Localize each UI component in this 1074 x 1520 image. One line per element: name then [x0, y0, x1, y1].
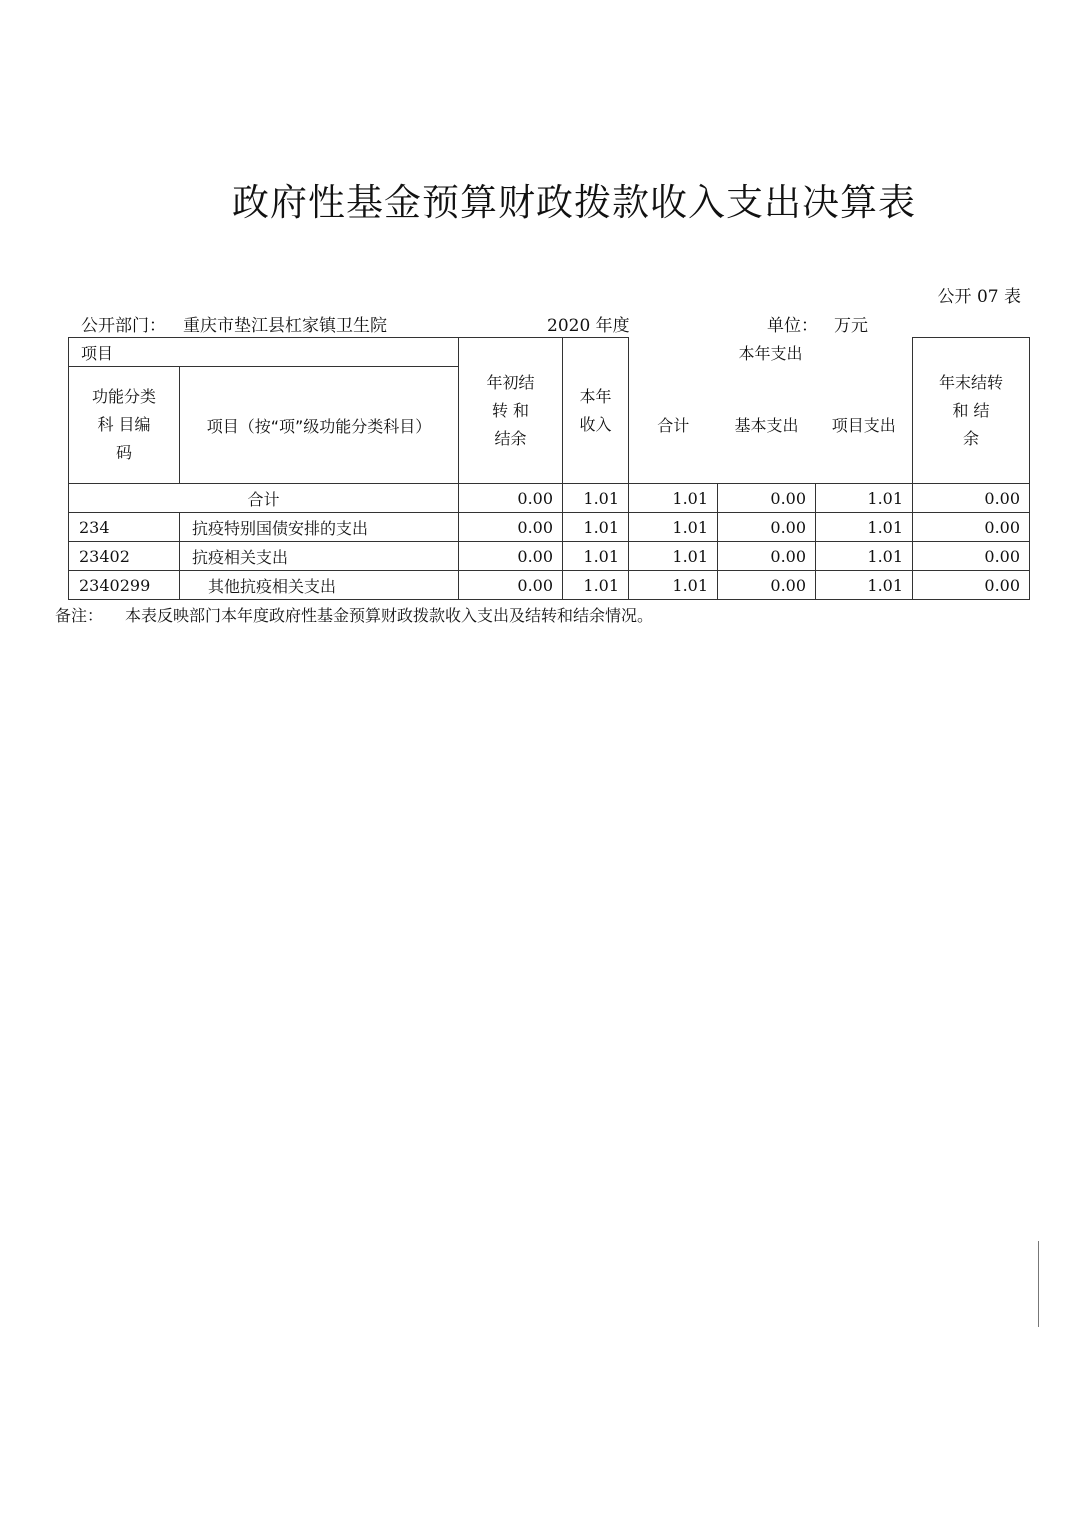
cell-opening-balance: 0.00 — [459, 571, 563, 600]
header-closing-balance-line: 余 — [963, 428, 980, 448]
header-income-line: 本年 — [579, 386, 612, 406]
cell-code: 2340299 — [69, 571, 180, 600]
header-expense-project: 项目支出 — [816, 367, 913, 484]
cell-name: 抗疫相关支出 — [180, 542, 459, 571]
cell-opening-balance: 0.00 — [459, 513, 563, 542]
header-item-name: 项目（按“项”级功能分类科目） — [180, 367, 459, 484]
cell-code: 23402 — [69, 542, 180, 571]
header-expense-total: 合计 — [629, 367, 718, 484]
header-closing-balance-line: 和 结 — [952, 400, 990, 420]
unit-value: 万元 — [834, 316, 868, 336]
cell-expense-project: 1.01 — [816, 484, 913, 513]
cell-income: 1.01 — [563, 513, 629, 542]
header-opening-balance-line: 转 和 — [491, 400, 530, 420]
department-label: 公开部门： — [81, 316, 166, 336]
total-label: 合计 — [69, 484, 459, 513]
cell-closing-balance: 0.00 — [913, 571, 1030, 600]
fiscal-year: 2020 年度 — [547, 316, 630, 336]
header-func-code-line: 码 — [115, 443, 132, 462]
cell-closing-balance: 0.00 — [913, 513, 1030, 542]
cell-expense-basic: 0.00 — [718, 513, 816, 542]
cell-closing-balance: 0.00 — [913, 542, 1030, 571]
cell-expense-basic: 0.00 — [718, 571, 816, 600]
cell-expense-total: 1.01 — [629, 542, 718, 571]
table-row — [69, 542, 1030, 571]
cell-expense-total: 1.01 — [629, 513, 718, 542]
cell-opening-balance: 0.00 — [459, 484, 563, 513]
header-func-code-line: 功能分类 — [91, 387, 156, 406]
header-closing-balance — [913, 338, 1030, 484]
cell-expense-project: 1.01 — [816, 571, 913, 600]
cell-income: 1.01 — [563, 571, 629, 600]
header-func-code-line: 科 目编 — [97, 415, 151, 434]
cell-expense-basic: 0.00 — [718, 484, 816, 513]
cell-expense-basic: 0.00 — [718, 542, 816, 571]
header-func-code — [69, 367, 180, 484]
header-closing-balance-line: 年末结转 — [939, 372, 1004, 392]
header-opening-balance-line: 年初结 — [486, 372, 535, 392]
form-number: 公开 07 表 — [937, 287, 1021, 307]
header-row-top — [69, 338, 1030, 367]
cell-expense-project: 1.01 — [816, 513, 913, 542]
cell-name: 其他抗疫相关支出 — [180, 571, 459, 600]
cell-code: 234 — [69, 513, 180, 542]
cell-income: 1.01 — [563, 542, 629, 571]
header-opening-balance-line: 结余 — [494, 428, 527, 448]
footnote-label: 备注： — [55, 606, 104, 625]
margin-mark — [1038, 1241, 1039, 1327]
cell-closing-balance: 0.00 — [913, 484, 1030, 513]
cell-name: 抗疫特别国债安排的支出 — [180, 513, 459, 542]
cell-expense-total: 1.01 — [629, 484, 718, 513]
budget-table — [68, 337, 1030, 600]
total-row — [69, 484, 1030, 513]
header-income — [563, 338, 629, 484]
header-income-line: 收入 — [579, 414, 612, 434]
header-project: 项目 — [69, 338, 459, 367]
cell-opening-balance: 0.00 — [459, 542, 563, 571]
table-row — [69, 513, 1030, 542]
footnote — [55, 603, 653, 626]
header-opening-balance — [459, 338, 563, 484]
header-expense-basic: 基本支出 — [718, 367, 816, 484]
cell-expense-project: 1.01 — [816, 542, 913, 571]
table-row — [69, 571, 1030, 600]
cell-income: 1.01 — [563, 484, 629, 513]
page-title: 政府性基金预算财政拨款收入支出决算表 — [232, 181, 916, 224]
header-expense-group: 本年支出 — [629, 338, 913, 367]
unit-label: 单位： — [767, 316, 818, 336]
department-name: 重庆市垫江县杠家镇卫生院 — [183, 316, 387, 336]
cell-expense-total: 1.01 — [629, 571, 718, 600]
footnote-text: 本表反映部门本年度政府性基金预算财政拨款收入支出及结转和结余情况。 — [125, 606, 654, 625]
